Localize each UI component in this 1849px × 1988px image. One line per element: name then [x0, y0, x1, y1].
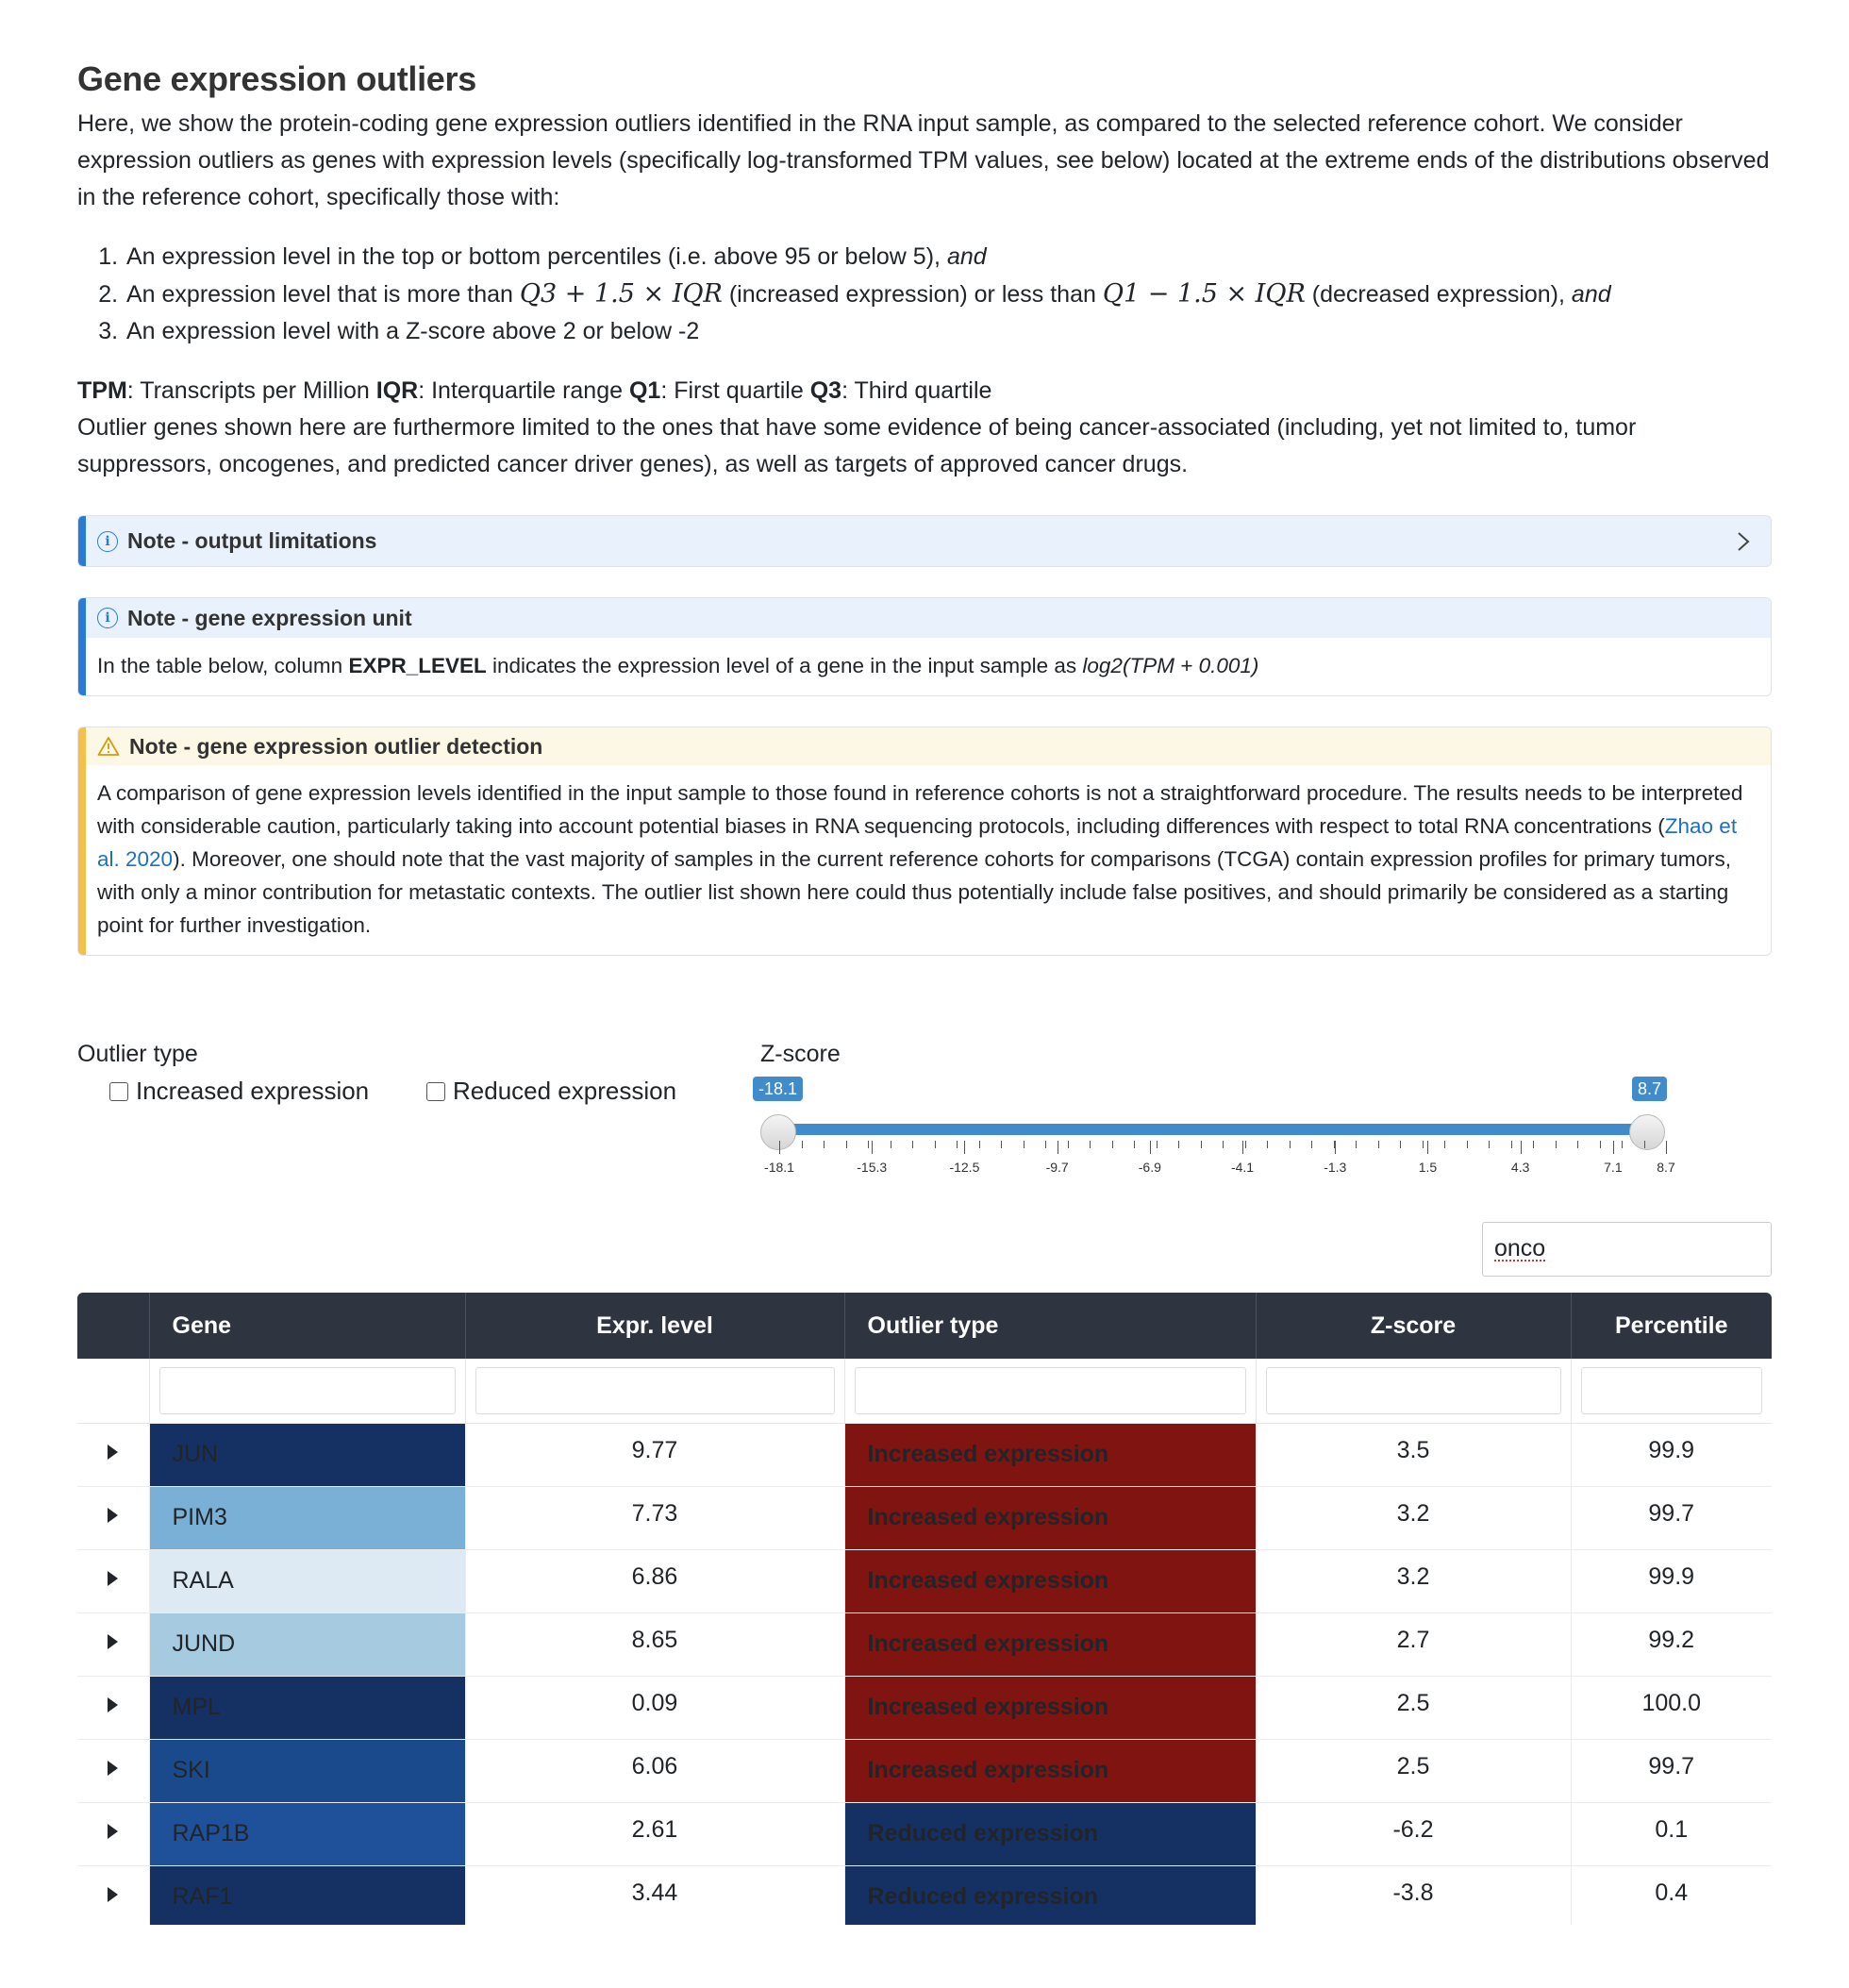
intro-text-2: Outlier genes shown here are furthermore limited to the ones that have some evidence of being cancer-associated (including, yet not limited to, tumor suppressors, oncogenes, and predicted cancer driver genes), as well as targets of approved cancer drugs.: [77, 414, 1637, 477]
zscore-cell: 2.5: [1256, 1739, 1571, 1802]
expr-level-cell: 9.77: [465, 1423, 844, 1486]
slider-minor-tick: [979, 1141, 980, 1148]
reduced-expression-checkbox[interactable]: [426, 1077, 676, 1106]
slider-minor-tick: [1178, 1141, 1179, 1148]
expand-cell[interactable]: [77, 1676, 149, 1739]
search-input[interactable]: [1482, 1222, 1772, 1277]
note-text: In the table below, column: [97, 654, 343, 677]
search-value: onco: [1494, 1235, 1546, 1261]
slider-min-handle[interactable]: [760, 1114, 796, 1150]
note-text: ). Moreover, one should note that the vast majority of samples in the current reference cohorts for comparisons (TCGA) contain expression profiles for primary tumors, with only a minor contribution for metastatic contexts. The outlier list shown here could thus potentially include false positives, and should primarily be considered as a starting point for further investigation.: [97, 847, 1732, 937]
slider-minor-tick: [1311, 1141, 1312, 1148]
note-header[interactable]: [78, 516, 1771, 566]
slider-major-tick: [1521, 1141, 1522, 1154]
slider-major-tick: [1427, 1141, 1428, 1154]
table-row[interactable]: [77, 1549, 1772, 1612]
slider-minor-tick: [912, 1141, 913, 1148]
column-header-expr-level[interactable]: Expr. level: [465, 1293, 844, 1359]
slider-minor-tick: [1356, 1141, 1357, 1148]
slider-minor-tick: [1267, 1141, 1268, 1148]
slider-tick-label: -18.1: [764, 1160, 794, 1175]
expand-triangle-icon[interactable]: [108, 1697, 118, 1712]
expr-level-cell: 0.09: [465, 1676, 844, 1739]
criteria-suffix: and: [946, 243, 987, 270]
definition-desc: : Third quartile: [841, 377, 992, 404]
slider-minor-tick: [1378, 1141, 1379, 1148]
filter-cell: [1571, 1359, 1772, 1423]
expand-triangle-icon[interactable]: [108, 1445, 118, 1460]
slider-minor-tick: [846, 1141, 847, 1148]
slider-max-value: 8.7: [1632, 1077, 1667, 1101]
formula-text: log2(TPM + 0.001): [1082, 654, 1259, 677]
note-text: indicates the expression level of a gene in the input sample as: [492, 654, 1077, 677]
outlier-type-cell: Increased expression: [844, 1486, 1256, 1549]
slider-minor-tick: [1644, 1141, 1645, 1148]
table-row[interactable]: [77, 1739, 1772, 1802]
expand-triangle-icon[interactable]: [108, 1824, 118, 1839]
slider-minor-tick: [1511, 1141, 1512, 1148]
note-text: A comparison of gene expression levels identified in the input sample to those found in reference cohorts is not a straightforward procedure. The results needs to be interpreted with considerable caution, particularly taking into account potential biases in RNA sequencing protocols, including differences with respect to total RNA concentrations (: [97, 781, 1743, 838]
outlier-type-cell: Increased expression: [844, 1676, 1256, 1739]
note-expression-unit: [77, 597, 1772, 696]
expr-level-cell: 2.61: [465, 1802, 844, 1865]
filter-cell: [844, 1359, 1256, 1423]
criteria-text: An expression level that is more than: [126, 281, 513, 308]
zscore-cell: 3.2: [1256, 1486, 1571, 1549]
percentile-cell: 100.0: [1571, 1676, 1772, 1739]
note-accent-bar: [78, 598, 86, 695]
slider-minor-tick: [1489, 1141, 1490, 1148]
filter-cell: [149, 1359, 465, 1423]
gene-cell: JUN: [149, 1423, 465, 1486]
column-header-gene[interactable]: Gene: [149, 1293, 465, 1359]
note-outlier-detection: [77, 727, 1772, 956]
slider-tick-label: -15.3: [857, 1160, 888, 1175]
percentile-cell: 99.9: [1571, 1423, 1772, 1486]
zscore-cell: 3.2: [1256, 1549, 1571, 1612]
percentile-cell: 99.9: [1571, 1549, 1772, 1612]
table-row[interactable]: [77, 1802, 1772, 1865]
filter-row: [77, 1359, 1772, 1423]
math-formula: Q3 + 1.5 × IQR: [519, 279, 723, 309]
definition-term: Q3: [809, 377, 842, 404]
note-title: Note - output limitations: [127, 528, 377, 553]
note-accent-bar: [78, 516, 86, 566]
gene-cell: RALA: [149, 1549, 465, 1612]
note-header: [78, 598, 1771, 638]
criteria-list: [77, 239, 1772, 350]
zscore-cell: 3.5: [1256, 1423, 1571, 1486]
zscore-cell: 2.7: [1256, 1612, 1571, 1676]
expr-level-cell: 8.65: [465, 1612, 844, 1676]
slider-major-tick: [779, 1141, 780, 1154]
note-title: Note - gene expression unit: [127, 605, 412, 630]
note-output-limitations[interactable]: [77, 515, 1772, 567]
slider-minor-tick: [935, 1141, 936, 1148]
expand-triangle-icon[interactable]: [108, 1634, 118, 1649]
slider-tick-label: 1.5: [1418, 1160, 1438, 1175]
outlier-type-label: Outlier type: [77, 1041, 198, 1067]
slider-minor-tick: [1423, 1141, 1424, 1148]
slider-minor-tick: [1223, 1141, 1224, 1148]
gene-cell: SKI: [149, 1739, 465, 1802]
note-body: [78, 638, 1771, 695]
gene-cell: JUND: [149, 1612, 465, 1676]
slider-minor-tick: [1290, 1141, 1291, 1148]
definition-term: TPM: [77, 377, 127, 404]
slider-minor-tick: [1533, 1141, 1534, 1148]
percentile-cell: 99.7: [1571, 1486, 1772, 1549]
slider-track[interactable]: [779, 1124, 1647, 1135]
outlier-type-filter-input[interactable]: [855, 1367, 1246, 1414]
definition-desc: : Transcripts per Million: [126, 377, 370, 404]
criteria-item: [125, 239, 1772, 276]
expand-triangle-icon[interactable]: [108, 1887, 118, 1902]
expand-cell[interactable]: [77, 1486, 149, 1549]
slider-major-tick: [1613, 1141, 1614, 1154]
gene-cell: RAP1B: [149, 1802, 465, 1865]
page-title: Gene expression outliers: [77, 59, 476, 98]
slider-minor-tick: [1400, 1141, 1401, 1148]
filter-cell: [1256, 1359, 1571, 1423]
slider-minor-tick: [1245, 1141, 1246, 1148]
math-formula: Q1 − 1.5 × IQR: [1102, 279, 1306, 309]
definition-term: Q1: [628, 377, 661, 404]
expr-level-cell: 6.06: [465, 1739, 844, 1802]
slider-tick-label: 4.3: [1510, 1160, 1530, 1175]
expr-level-cell: 7.73: [465, 1486, 844, 1549]
percentile-filter-input[interactable]: [1581, 1367, 1763, 1414]
definition-desc: : First quartile: [660, 377, 804, 404]
expr-filter-input[interactable]: [475, 1367, 835, 1414]
column-header-zscore[interactable]: Z-score: [1256, 1293, 1571, 1359]
slider-minor-tick: [1201, 1141, 1202, 1148]
outlier-type-cell: Increased expression: [844, 1423, 1256, 1486]
slider-minor-tick: [1622, 1141, 1623, 1148]
filter-cell: [465, 1359, 844, 1423]
outlier-type-cell: Increased expression: [844, 1739, 1256, 1802]
slider-tick-label: 7.1: [1604, 1160, 1623, 1175]
checkbox-label: Reduced expression: [453, 1077, 677, 1105]
slider-tick-label: -9.7: [1045, 1160, 1069, 1175]
criteria-text: (increased expression) or less than: [728, 281, 1096, 308]
filter-controls: [77, 1041, 1772, 1192]
slider-minor-tick: [1001, 1141, 1002, 1148]
slider-minor-tick: [1157, 1141, 1158, 1148]
expand-triangle-icon[interactable]: [108, 1508, 118, 1523]
reference-link[interactable]: Zhao et al. 2020: [97, 814, 1738, 871]
note-header: [78, 727, 1771, 765]
table-row[interactable]: [77, 1486, 1772, 1549]
criteria-suffix: and: [1571, 281, 1611, 308]
percentile-cell: 99.7: [1571, 1739, 1772, 1802]
expand-cell[interactable]: [77, 1549, 149, 1612]
checkbox-box[interactable]: [109, 1082, 128, 1101]
table-header-row: [77, 1293, 1772, 1359]
outlier-type-cell: Reduced expression: [844, 1802, 1256, 1865]
chevron-right-icon[interactable]: [1737, 531, 1750, 552]
slider-minor-tick: [1045, 1141, 1046, 1148]
expr-level-cell: 3.44: [465, 1865, 844, 1929]
slider-minor-tick: [1134, 1141, 1135, 1148]
zscore-cell: 2.5: [1256, 1676, 1571, 1739]
expand-cell[interactable]: [77, 1423, 149, 1486]
checkbox-box[interactable]: [426, 1082, 445, 1101]
slider-minor-tick: [802, 1141, 803, 1148]
slider-minor-tick: [868, 1141, 869, 1148]
slider-tick-label: -6.9: [1138, 1160, 1161, 1175]
criteria-text: An expression level in the top or bottom percentiles (i.e. above 95 or below 5),: [126, 243, 941, 270]
slider-minor-tick: [824, 1141, 825, 1148]
outlier-type-cell: Increased expression: [844, 1549, 1256, 1612]
slider-minor-tick: [1444, 1141, 1445, 1148]
slider-major-tick: [964, 1141, 965, 1154]
note-accent-bar: [78, 727, 86, 955]
slider-tick-label: -12.5: [949, 1160, 980, 1175]
criteria-text: An expression level with a Z-score above 2 or below -2: [126, 318, 700, 344]
slider-major-tick: [1242, 1141, 1243, 1154]
slider-major-tick: [1666, 1141, 1667, 1154]
zscore-cell: -6.2: [1256, 1802, 1571, 1865]
definitions: [77, 373, 1772, 409]
warning-icon: [97, 736, 120, 757]
slider-major-tick: [872, 1141, 873, 1154]
slider-minor-tick: [1112, 1141, 1113, 1148]
zscore-cell: -3.8: [1256, 1865, 1571, 1929]
gene-cell: MPL: [149, 1676, 465, 1739]
column-header-expand: [77, 1293, 149, 1359]
slider-tick-label: -1.3: [1324, 1160, 1347, 1175]
criteria-text: (decreased expression),: [1311, 281, 1565, 308]
expand-cell[interactable]: [77, 1802, 149, 1865]
outlier-type-cell: Increased expression: [844, 1612, 1256, 1676]
definition-term: IQR: [375, 377, 419, 404]
slider-minor-tick: [957, 1141, 958, 1148]
zscore-filter-input[interactable]: [1266, 1367, 1561, 1414]
info-icon: i: [97, 608, 118, 628]
gene-filter-input[interactable]: [159, 1367, 456, 1414]
slider-major-tick: [1150, 1141, 1151, 1154]
slider-minor-tick: [1600, 1141, 1601, 1148]
percentile-cell: 0.1: [1571, 1802, 1772, 1865]
expand-triangle-icon[interactable]: [108, 1761, 118, 1776]
page-bottom-edge: [77, 1925, 1772, 1988]
expand-cell[interactable]: [77, 1612, 149, 1676]
slider-minor-tick: [1467, 1141, 1468, 1148]
column-header-outlier-type[interactable]: Outlier type: [844, 1293, 1256, 1359]
percentile-cell: 99.2: [1571, 1612, 1772, 1676]
outlier-type-cell: Reduced expression: [844, 1865, 1256, 1929]
column-name: EXPR_LEVEL: [348, 654, 487, 677]
info-icon: i: [97, 531, 118, 552]
percentile-cell: 0.4: [1571, 1865, 1772, 1929]
column-header-percentile[interactable]: Percentile: [1571, 1293, 1772, 1359]
slider-minor-tick: [1090, 1141, 1091, 1148]
criteria-item: [125, 276, 1772, 313]
table-row[interactable]: [77, 1865, 1772, 1929]
outlier-table: [77, 1293, 1772, 1930]
filter-cell-empty: [77, 1359, 149, 1423]
checkbox-label: Increased expression: [136, 1077, 370, 1105]
expand-cell[interactable]: [77, 1739, 149, 1802]
increased-expression-checkbox[interactable]: [109, 1077, 369, 1106]
slider-max-handle[interactable]: [1629, 1114, 1665, 1150]
table-row[interactable]: [77, 1612, 1772, 1676]
slider-tick-label: 8.7: [1657, 1160, 1675, 1175]
expr-level-cell: 6.86: [465, 1549, 844, 1612]
slider-minor-tick: [1068, 1141, 1069, 1148]
intro-text: Here, we show the protein-coding gene expression outliers identified in the RNA input sample, as compared to the selected reference cohort. We consider expression outliers as genes with expression levels (specifically log-transformed TPM values, see below) located at the extreme ends of the distributions observed in the reference cohort, specifically those with:: [77, 110, 1770, 210]
expand-cell[interactable]: [77, 1865, 149, 1929]
zscore-label: Z-score: [760, 1041, 841, 1067]
gene-cell: PIM3: [149, 1486, 465, 1549]
gene-cell: RAF1: [149, 1865, 465, 1929]
slider-minor-tick: [1577, 1141, 1578, 1148]
expand-triangle-icon[interactable]: [108, 1571, 118, 1586]
definition-desc: : Interquartile range: [418, 377, 624, 404]
note-title: Note - gene expression outlier detection: [129, 733, 543, 759]
slider-minor-tick: [1556, 1141, 1557, 1148]
table-row[interactable]: [77, 1423, 1772, 1486]
slider-tick-label: -4.1: [1230, 1160, 1255, 1175]
criteria-item: [125, 313, 1772, 350]
slider-min-value: -18.1: [753, 1077, 803, 1101]
note-body: [78, 765, 1771, 955]
table-row[interactable]: [77, 1676, 1772, 1739]
slider-major-tick: [1335, 1141, 1336, 1154]
